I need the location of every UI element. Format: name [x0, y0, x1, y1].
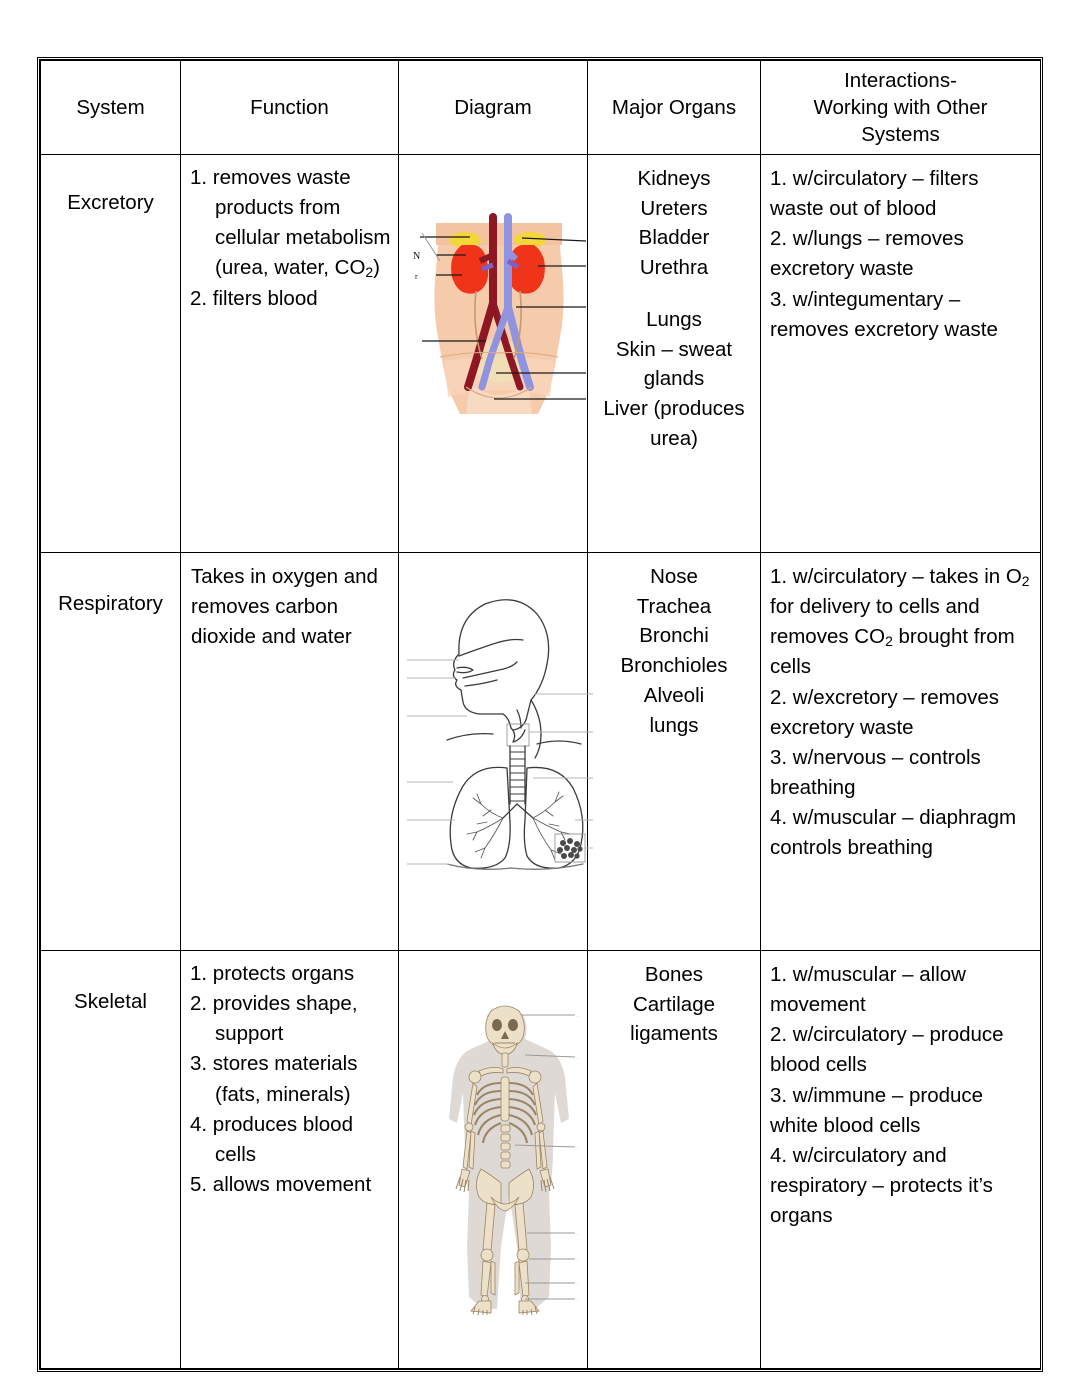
cell-system-excretory — [41, 155, 181, 553]
organ-item: Nose — [650, 565, 698, 588]
function-item: 1. protects organs — [190, 962, 355, 985]
table-header-row — [41, 61, 1041, 155]
cell-major-organs-skeletal — [588, 951, 761, 1369]
interaction-item: 1. w/muscular – allow movement — [770, 963, 966, 1017]
organ-item: Lungs — [646, 307, 702, 331]
skeletal-diagram-svg — [425, 997, 585, 1317]
organ-item: Bronchioles — [620, 654, 728, 678]
organ-item: Bones — [644, 963, 704, 986]
organs-list-respiratory — [588, 553, 760, 746]
organ-item: Bronchi — [639, 624, 709, 648]
diagram-label-n: N — [413, 251, 421, 262]
respiratory-diagram-svg — [407, 582, 593, 872]
cell-function-excretory — [181, 155, 399, 553]
column-header-diagram-label: Diagram — [454, 95, 532, 119]
respiratory-system-diagram — [407, 582, 593, 872]
interaction-item: 1. w/circulatory – filters waste out of blood — [770, 167, 979, 221]
cell-function-respiratory — [181, 553, 399, 951]
column-header-major-organs-label: Major Organs — [611, 95, 737, 119]
excretory-diagram-svg — [410, 211, 588, 414]
subscript-two: 2 — [1021, 573, 1030, 590]
skeleton-label-dot: . — [577, 1056, 579, 1061]
function-item-suffix: ) — [373, 256, 380, 280]
column-header-function — [181, 61, 399, 155]
cell-interactions-respiratory — [761, 553, 1041, 951]
organ-item: Alveoli — [643, 683, 705, 707]
interaction-item: 4. w/circulatory and respiratory – protects it’s organs — [770, 1143, 993, 1227]
interaction-item: 3. w/nervous – controls breathing — [770, 745, 981, 799]
column-header-function-label: Function — [250, 95, 329, 119]
diagram-label-r: r — [415, 272, 418, 281]
table-row-excretory — [41, 155, 1041, 553]
cell-function-skeletal — [181, 951, 399, 1369]
cell-diagram-skeletal — [399, 951, 588, 1369]
skeleton-label-dot: . — [577, 1298, 579, 1303]
column-header-system — [41, 61, 181, 155]
function-item-text: 1. removes waste products from cellular metabolism (urea, water, CO — [190, 166, 391, 280]
skeleton-label-dot: . — [577, 1258, 579, 1263]
organs-list-excretory — [588, 155, 760, 459]
cell-interactions-excretory — [761, 155, 1041, 553]
column-header-system-label: System — [76, 95, 145, 119]
function-list-excretory — [181, 155, 398, 320]
organ-item: urea) — [650, 426, 698, 450]
organ-item: Bladder — [638, 226, 710, 250]
alveoli-cluster-icon — [557, 838, 583, 859]
column-header-interactions-label — [761, 63, 1040, 153]
table-row-skeletal — [41, 951, 1041, 1369]
interaction-item: 2. w/excretory – removes excretory waste — [770, 685, 999, 739]
skeleton-label-dot: . — [577, 1146, 579, 1151]
organ-item: Trachea — [636, 594, 712, 618]
organ-item: Skin – sweat — [615, 337, 733, 361]
interaction-text-end: brought from cells — [770, 625, 1015, 679]
column-header-interactions — [761, 61, 1041, 155]
subscript-two: 2 — [885, 633, 893, 650]
column-header-major-organs — [588, 61, 761, 155]
cell-system-respiratory — [41, 553, 181, 951]
system-name-excretory: Excretory — [67, 191, 154, 214]
interactions-header-line-3: Systems — [861, 123, 940, 147]
body-systems-table — [40, 60, 1041, 1369]
interactions-list-skeletal — [761, 951, 1040, 1237]
cell-diagram-excretory — [399, 155, 588, 553]
skeleton-label-dot: . — [577, 1232, 579, 1237]
function-item: 2. provides shape, support — [190, 992, 358, 1046]
body-systems-table-container — [37, 57, 1043, 1372]
system-name-skeletal: Skeletal — [74, 990, 147, 1013]
organ-item: lungs — [649, 713, 699, 737]
organ-item: glands — [643, 367, 705, 391]
system-name-respiratory: Respiratory — [58, 592, 163, 615]
table-row-respiratory — [41, 553, 1041, 951]
cell-major-organs-respiratory — [588, 553, 761, 951]
organ-item: ligaments — [630, 1022, 718, 1046]
interactions-list-excretory — [761, 155, 1040, 351]
function-item: 2. filters blood — [190, 286, 318, 310]
cell-system-skeletal — [41, 951, 181, 1369]
interaction-text: 1. w/circulatory – takes in O — [770, 565, 1022, 588]
interactions-header-line-1: Interactions- — [844, 68, 957, 92]
function-item: 3. stores materials (fats, minerals) — [190, 1052, 358, 1106]
function-item — [190, 163, 392, 284]
organs-spacer — [593, 283, 755, 305]
interactions-header-line-2: Working with Other — [813, 95, 988, 119]
interaction-item: 2. w/lungs – removes excretory waste — [770, 227, 964, 281]
skeleton-label-dot: . — [577, 1014, 579, 1019]
skeleton-label-dot: . — [577, 1282, 579, 1287]
interaction-item: 3. w/immune – produce white blood cells — [770, 1083, 984, 1137]
interaction-item — [770, 562, 1032, 683]
organ-item: Ureters — [640, 196, 708, 220]
cell-diagram-respiratory — [399, 553, 588, 951]
function-text-respiratory: Takes in oxygen and removes carbon dioxide and water — [191, 565, 378, 649]
organ-item: Urethra — [639, 256, 709, 280]
function-item: 5. allows movement — [190, 1172, 372, 1196]
column-header-diagram — [399, 61, 588, 155]
interaction-item: 4. w/muscular – diaphragm controls breathing — [770, 806, 1017, 860]
cell-major-organs-excretory — [588, 155, 761, 553]
organ-item: Cartilage — [632, 992, 716, 1016]
excretory-system-diagram — [410, 211, 588, 414]
skeletal-system-diagram — [425, 997, 585, 1317]
interactions-list-respiratory — [761, 553, 1040, 869]
organ-item: Liver (produces — [603, 397, 745, 421]
cell-interactions-skeletal — [761, 951, 1041, 1369]
function-item: 4. produces blood cells — [190, 1112, 353, 1166]
function-list-skeletal — [181, 951, 398, 1206]
organ-item: Kidneys — [637, 167, 711, 190]
interaction-item: 2. w/circulatory – produce blood cells — [770, 1023, 1004, 1077]
interaction-text-mid: for delivery to cells and removes CO — [770, 595, 980, 649]
organs-list-skeletal — [588, 951, 760, 1055]
interaction-item: 3. w/integumentary – removes excretory waste — [770, 287, 998, 341]
subscript-two: 2 — [365, 264, 374, 281]
